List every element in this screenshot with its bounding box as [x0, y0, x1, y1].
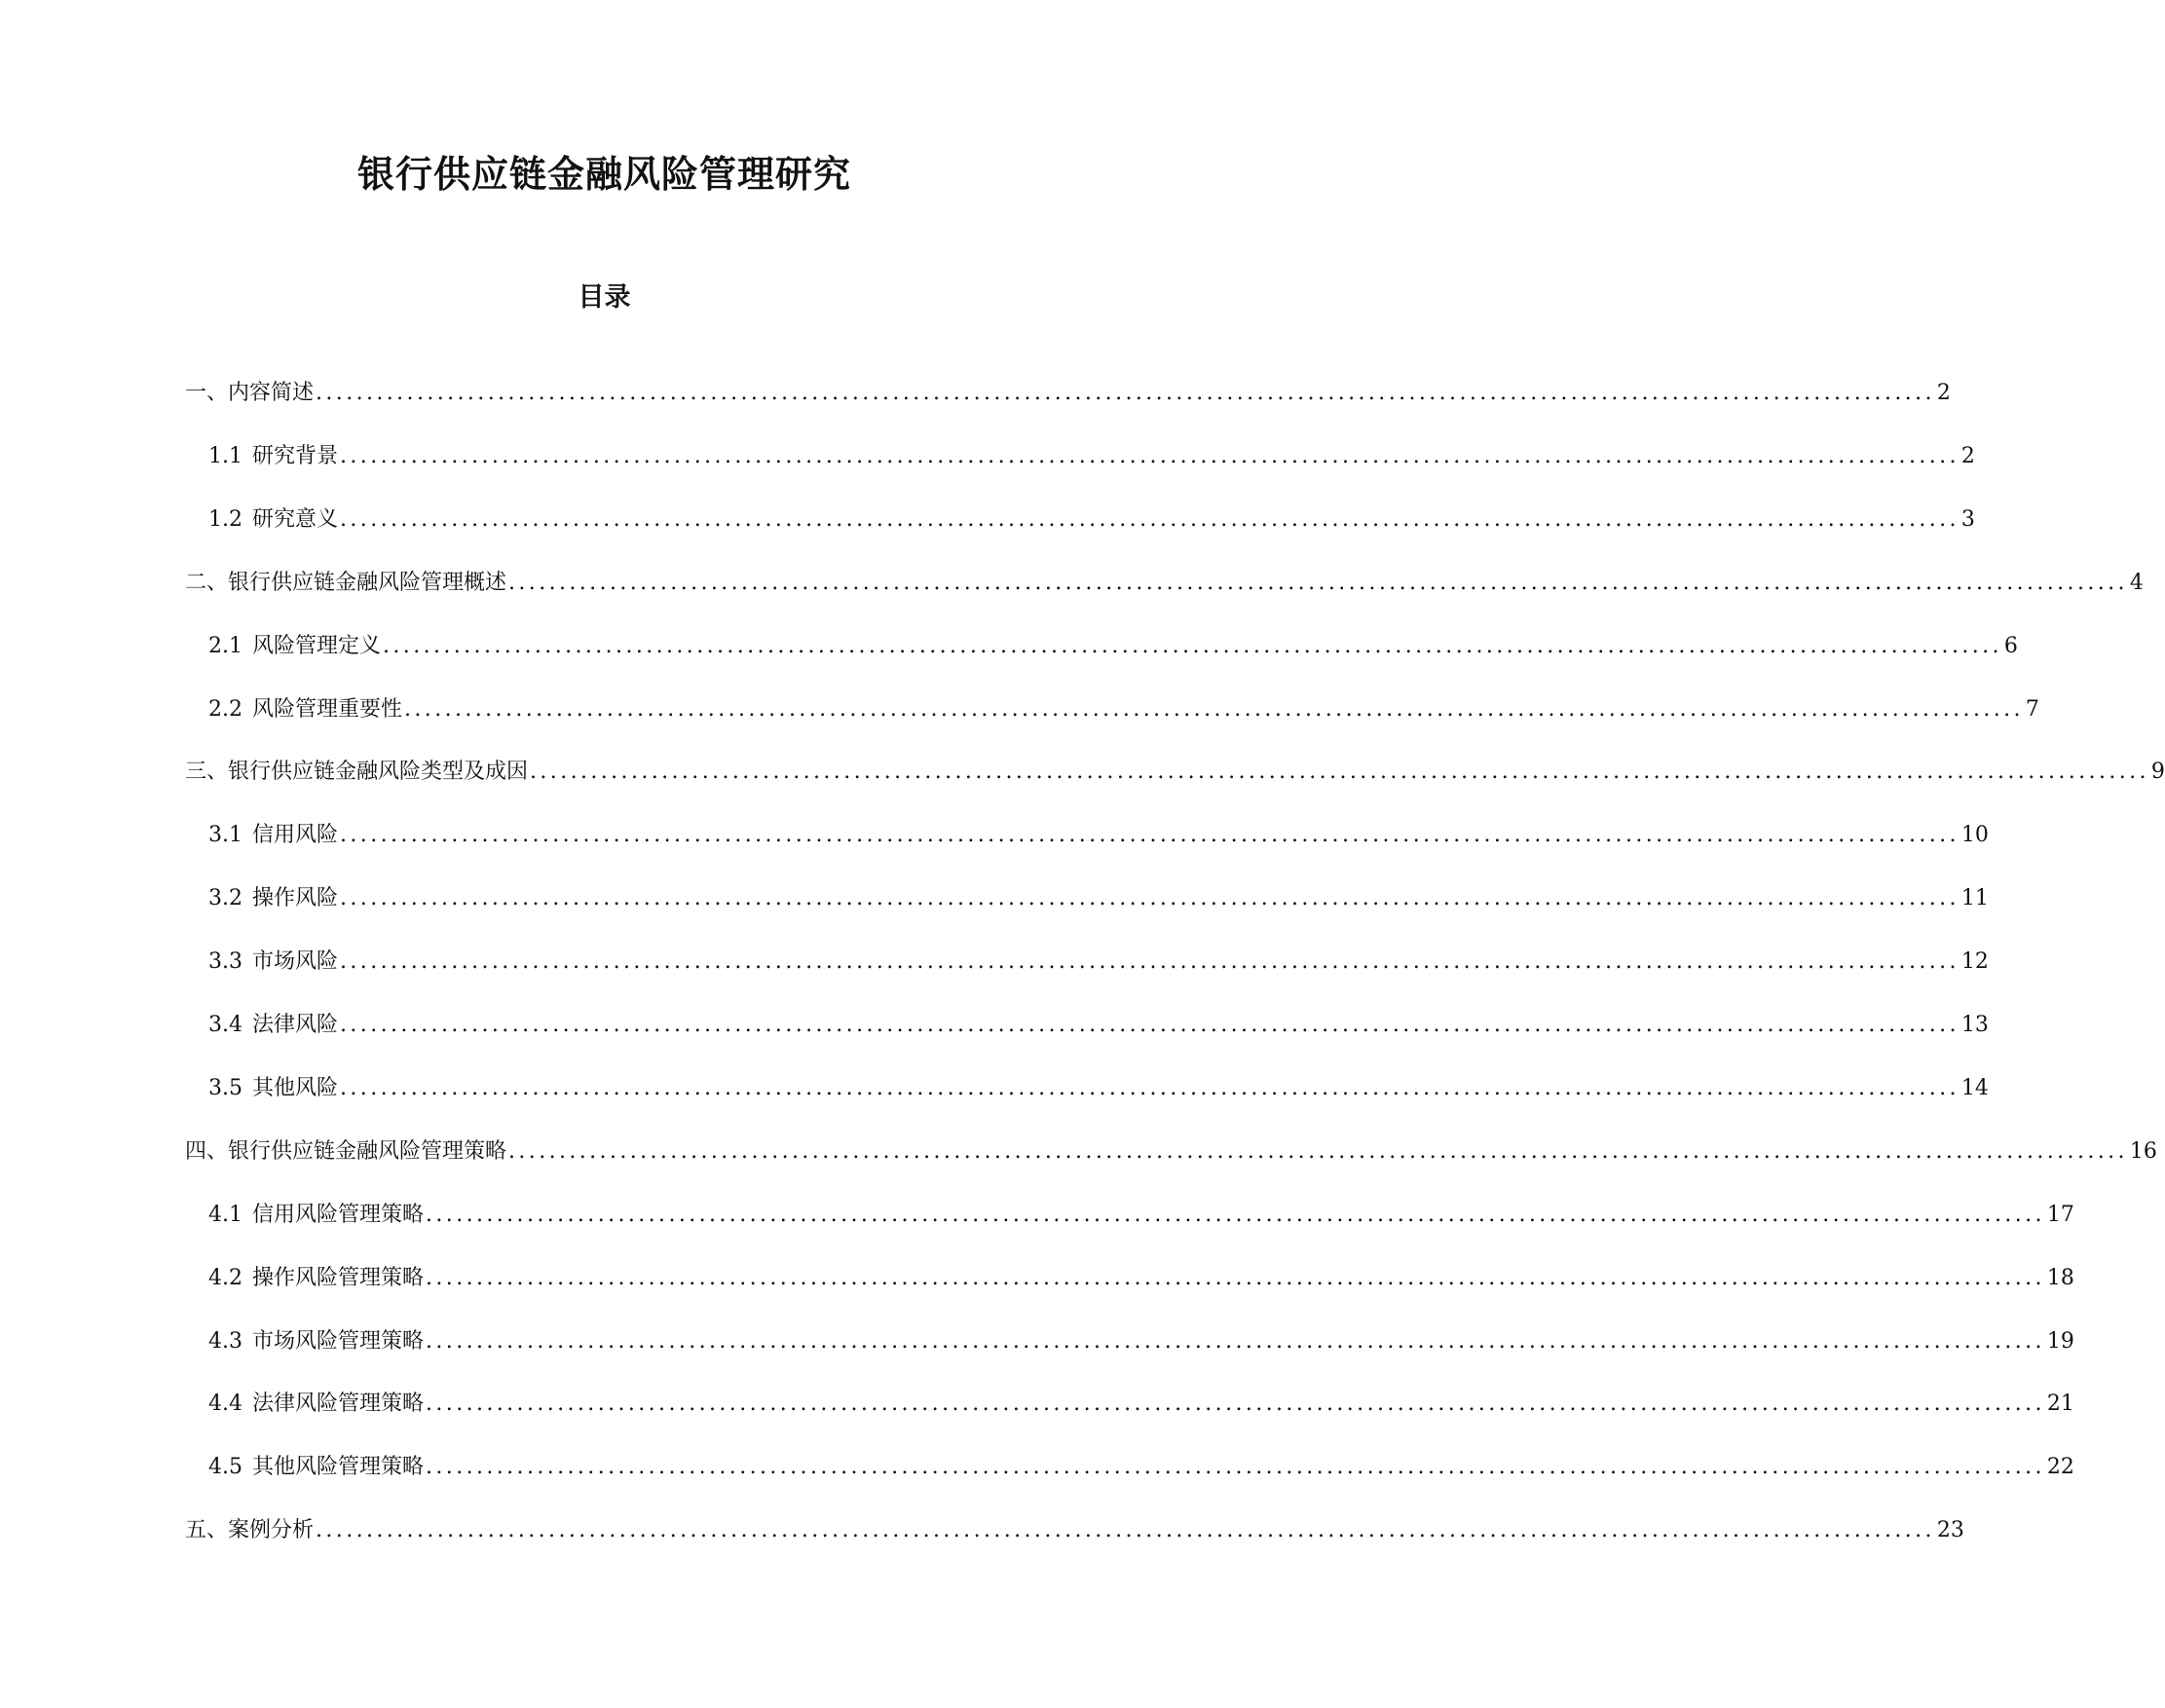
- toc-entry-number: 4.3: [208, 1328, 243, 1354]
- toc-entry-page-number: 3: [1960, 506, 1975, 532]
- toc-entry[interactable]: [208, 1071, 1989, 1104]
- toc-dot-leader: ................................................................................................................................................................: [508, 570, 2128, 595]
- toc-entry[interactable]: [208, 1261, 2074, 1294]
- toc-entry-page-number: 6: [2003, 633, 2018, 658]
- toc-entry-page-number: 16: [2129, 1138, 2157, 1164]
- toc-entry[interactable]: [185, 1134, 2157, 1168]
- toc-entry-text: 法律风险管理策略: [252, 1392, 425, 1417]
- toc-entry-text: 二、银行供应链金融风险管理概述: [185, 570, 507, 595]
- toc-dot-leader: ................................................................................................................................................................: [316, 381, 1935, 405]
- toc-entry-text: 五、案例分析: [185, 1518, 315, 1543]
- toc-entry-text: 法律风险: [252, 1013, 339, 1037]
- toc-entry-page-number: 13: [1960, 1013, 1989, 1037]
- toc-entry-page-number: 2: [1936, 381, 1951, 405]
- toc-entry-number: 2.2: [208, 696, 243, 722]
- toc-entry-text: 信用风险: [252, 823, 339, 848]
- toc-dot-leader: ................................................................................................................................................................: [426, 1455, 2045, 1480]
- toc-entry-text: 市场风险: [252, 949, 339, 975]
- toc-entry-number: 1.1: [208, 443, 243, 468]
- toc-entry[interactable]: [208, 1198, 2074, 1231]
- toc-entry-page-number: 18: [2046, 1265, 2074, 1290]
- toc-entry-page-number: 19: [2046, 1328, 2074, 1354]
- toc-entry[interactable]: [208, 1324, 2074, 1357]
- toc-entry-page-number: 17: [2046, 1202, 2074, 1227]
- toc-entry[interactable]: [208, 629, 2018, 662]
- toc-dot-leader: ................................................................................................................................................................: [426, 1328, 2045, 1354]
- toc-entry-page-number: 4: [2129, 570, 2144, 595]
- toc-entry-page-number: 12: [1960, 949, 1989, 975]
- toc-heading: 目录: [578, 282, 631, 313]
- toc-entry-text: 其他风险: [252, 1075, 339, 1100]
- toc-entry-text: 风险管理重要性: [252, 696, 403, 722]
- toc-entry-number: 4.4: [208, 1392, 243, 1417]
- toc-entry-text: 三、银行供应链金融风险类型及成因: [185, 760, 529, 785]
- toc-entry-page-number: 9: [2150, 760, 2165, 785]
- toc-entry[interactable]: [185, 755, 2165, 788]
- toc-dot-leader: ................................................................................................................................................................: [426, 1202, 2045, 1227]
- toc-dot-leader: ................................................................................................................................................................: [426, 1265, 2045, 1290]
- toc-entry-page-number: 14: [1960, 1075, 1989, 1100]
- toc-entry-text: 信用风险管理策略: [252, 1202, 425, 1227]
- toc-entry-text: 市场风险管理策略: [252, 1328, 425, 1354]
- toc-entry-page-number: 23: [1936, 1518, 1964, 1543]
- toc-entry-page-number: 7: [2025, 696, 2039, 722]
- toc-entry-number: 3.2: [208, 886, 243, 911]
- toc-entry-text: 其他风险管理策略: [252, 1455, 425, 1480]
- toc-entry[interactable]: [208, 1450, 2074, 1483]
- toc-dot-leader: ................................................................................................................................................................: [340, 949, 1960, 975]
- toc-entry-number: 4.2: [208, 1265, 243, 1290]
- toc-entry-page-number: 11: [1960, 886, 1989, 911]
- toc-entry[interactable]: [208, 1387, 2074, 1420]
- toc-entry-text: 风险管理定义: [252, 633, 382, 658]
- toc-entry[interactable]: [185, 1513, 1964, 1546]
- toc-dot-leader: ................................................................................................................................................................: [426, 1392, 2045, 1417]
- toc-entry-number: 1.2: [208, 506, 243, 532]
- toc-dot-leader: ................................................................................................................................................................: [404, 696, 2024, 722]
- toc-entry-number: 3.1: [208, 823, 243, 848]
- toc-entry-page-number: 2: [1960, 443, 1975, 468]
- toc-entry-text: 四、银行供应链金融风险管理策略: [185, 1138, 507, 1164]
- toc-dot-leader: ................................................................................................................................................................: [530, 760, 2149, 785]
- toc-entry[interactable]: [208, 881, 1989, 914]
- toc-entry[interactable]: [208, 1008, 1989, 1041]
- toc-entry-text: 一、内容简述: [185, 381, 315, 405]
- toc-entry-text: 研究意义: [252, 506, 339, 532]
- toc-dot-leader: ................................................................................................................................................................: [340, 823, 1960, 848]
- toc-dot-leader: ................................................................................................................................................................: [340, 886, 1960, 911]
- toc-entry-text: 研究背景: [252, 443, 339, 468]
- toc-entry[interactable]: [208, 502, 1975, 536]
- toc-dot-leader: ................................................................................................................................................................: [340, 506, 1960, 532]
- toc-entry[interactable]: [208, 692, 2039, 725]
- toc-entry-page-number: 10: [1960, 823, 1989, 848]
- toc-entry-number: 4.5: [208, 1455, 243, 1480]
- toc-entry[interactable]: [185, 566, 2144, 599]
- toc-entry-text: 操作风险管理策略: [252, 1265, 425, 1290]
- document-title: 银行供应链金融风险管理研究: [356, 152, 851, 196]
- toc-entry-number: 4.1: [208, 1202, 243, 1227]
- toc-entry-page-number: 22: [2046, 1455, 2074, 1480]
- toc-entry-page-number: 21: [2046, 1392, 2074, 1417]
- toc-entry-text: 操作风险: [252, 886, 339, 911]
- toc-entry-number: 2.1: [208, 633, 243, 658]
- toc-entry-number: 3.4: [208, 1013, 243, 1037]
- toc-entry[interactable]: [208, 818, 1989, 851]
- toc-entry[interactable]: [208, 945, 1989, 978]
- toc-entry-number: 3.3: [208, 949, 243, 975]
- toc-entry[interactable]: [208, 439, 1975, 472]
- toc-dot-leader: ................................................................................................................................................................: [508, 1138, 2128, 1164]
- toc-dot-leader: ................................................................................................................................................................: [383, 633, 2002, 658]
- toc-dot-leader: ................................................................................................................................................................: [316, 1518, 1935, 1543]
- toc-dot-leader: ................................................................................................................................................................: [340, 1013, 1960, 1037]
- toc-dot-leader: ................................................................................................................................................................: [340, 443, 1960, 468]
- toc-dot-leader: ................................................................................................................................................................: [340, 1075, 1960, 1100]
- toc-entry[interactable]: [185, 376, 1951, 409]
- toc-entry-number: 3.5: [208, 1075, 243, 1100]
